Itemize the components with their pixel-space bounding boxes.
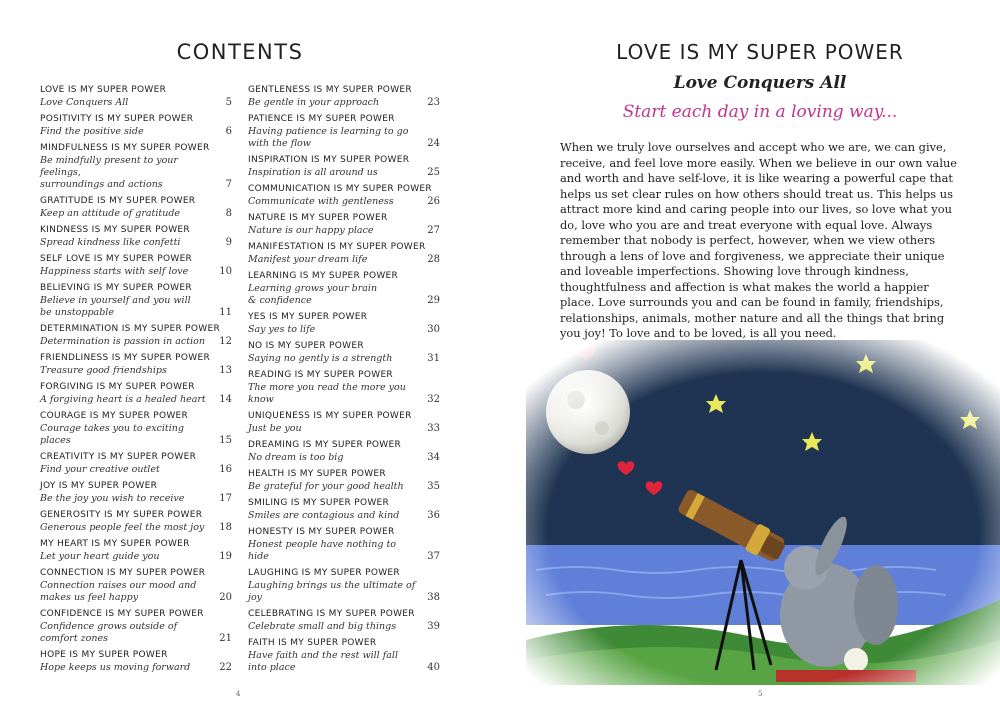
toc-entry-title: HOPE IS MY SUPER POWER bbox=[40, 650, 168, 660]
toc-entry-title: CONFIDENCE IS MY SUPER POWER bbox=[40, 609, 204, 619]
toc-entry-title: JOY IS MY SUPER POWER bbox=[40, 481, 158, 491]
toc-entry-page-number: 11 bbox=[219, 307, 232, 318]
toc-entry-page-number: 13 bbox=[219, 365, 232, 376]
toc-entry-title: FAITH IS MY SUPER POWER bbox=[248, 638, 377, 648]
toc-entry[interactable] bbox=[40, 282, 232, 319]
toc-entry-subtitle: Celebrate small and big things bbox=[248, 621, 397, 632]
toc-entry-subtitle: Confidence grows outside of comfort zones bbox=[40, 621, 178, 644]
toc-entry[interactable] bbox=[40, 410, 232, 447]
toc-entry-subtitle: Be grateful for your good health bbox=[248, 481, 404, 492]
toc-entry-page-number: 23 bbox=[427, 97, 440, 108]
toc-entry-subtitle: Honest people have nothing to hide bbox=[248, 539, 397, 562]
toc-entry[interactable] bbox=[40, 142, 232, 191]
toc-entry[interactable] bbox=[40, 649, 232, 674]
toc-entry[interactable] bbox=[40, 480, 232, 505]
toc-entry-title: COMMUNICATION IS MY SUPER POWER bbox=[248, 184, 432, 194]
toc-entry-subtitle: Believe in yourself and you will be unstoppable bbox=[40, 295, 191, 318]
chapter-tagline: Start each day in a loving way... bbox=[622, 102, 898, 122]
toc-entry-title: PATIENCE IS MY SUPER POWER bbox=[248, 114, 395, 124]
toc-entry[interactable] bbox=[248, 113, 440, 150]
toc-entry-title: BELIEVING IS MY SUPER POWER bbox=[40, 283, 192, 293]
contents-title: CONTENTS bbox=[176, 40, 304, 64]
toc-entry-page-number: 19 bbox=[219, 551, 232, 562]
toc-entry-title: FORGIVING IS MY SUPER POWER bbox=[40, 382, 195, 392]
toc-entry-page-number: 32 bbox=[427, 394, 440, 405]
toc-entry[interactable] bbox=[248, 183, 440, 208]
toc-entry-subtitle: Determination is passion in action bbox=[40, 336, 205, 347]
toc-entry-title: NATURE IS MY SUPER POWER bbox=[248, 213, 388, 223]
toc-entry-page-number: 33 bbox=[427, 423, 440, 434]
toc-column-2 bbox=[248, 84, 440, 678]
toc-entry-subtitle: Find the positive side bbox=[40, 126, 144, 137]
toc-entry-page-number: 36 bbox=[427, 510, 440, 521]
toc-entry[interactable] bbox=[40, 84, 232, 109]
toc-entry-subtitle: Find your creative outlet bbox=[40, 464, 160, 475]
toc-entry-page-number: 6 bbox=[225, 126, 232, 137]
toc-entry-page-number: 18 bbox=[219, 522, 232, 533]
toc-entry-title: CREATIVITY IS MY SUPER POWER bbox=[40, 452, 197, 462]
toc-entry-subtitle: Have faith and the rest will fall into place bbox=[248, 650, 398, 673]
toc-entry[interactable] bbox=[248, 497, 440, 522]
toc-entry[interactable] bbox=[40, 608, 232, 645]
toc-entry-page-number: 7 bbox=[225, 179, 232, 190]
toc-entry-title: FRIENDLINESS IS MY SUPER POWER bbox=[40, 353, 211, 363]
toc-entry-subtitle: Generous people feel the most joy bbox=[40, 522, 205, 533]
left-page bbox=[0, 0, 490, 720]
chapter-title: LOVE IS MY SUPER POWER bbox=[616, 40, 904, 64]
telescope-illustration bbox=[526, 340, 1000, 685]
toc-entry[interactable] bbox=[40, 113, 232, 138]
toc-entry[interactable] bbox=[248, 468, 440, 493]
toc-entry-subtitle: Courage takes you to exciting places bbox=[40, 423, 184, 446]
toc-entry-page-number: 20 bbox=[219, 592, 232, 603]
toc-entry-page-number: 34 bbox=[427, 452, 440, 463]
toc-entry-title: READING IS MY SUPER POWER bbox=[248, 370, 393, 380]
toc-entry-page-number: 35 bbox=[427, 481, 440, 492]
toc-entry-title: MANIFESTATION IS MY SUPER POWER bbox=[248, 242, 426, 252]
toc-entry[interactable] bbox=[40, 195, 232, 220]
toc-entry-title: YES IS MY SUPER POWER bbox=[248, 312, 368, 322]
toc-entry-subtitle: Laughing brings us the ultimate of joy bbox=[248, 580, 416, 603]
toc-entry-page-number: 5 bbox=[225, 97, 232, 108]
toc-entry[interactable] bbox=[40, 224, 232, 249]
toc-entry-subtitle: Hope keeps us moving forward bbox=[40, 662, 191, 673]
toc-entry-title: LEARNING IS MY SUPER POWER bbox=[248, 271, 399, 281]
toc-entry-title: GENTLENESS IS MY SUPER POWER bbox=[248, 85, 412, 95]
toc-entry-subtitle: Keep an attitude of gratitude bbox=[40, 208, 181, 219]
toc-entry-page-number: 26 bbox=[427, 196, 440, 207]
toc-entry-page-number: 29 bbox=[427, 295, 440, 306]
toc-entry-page-number: 27 bbox=[427, 225, 440, 236]
toc-entry-title: LAUGHING IS MY SUPER POWER bbox=[248, 568, 400, 578]
toc-entry[interactable] bbox=[248, 270, 440, 307]
toc-entry-subtitle: Smiles are contagious and kind bbox=[248, 510, 400, 521]
toc-entry[interactable] bbox=[40, 323, 232, 348]
toc-entry[interactable] bbox=[40, 381, 232, 406]
toc-entry-subtitle: Spread kindness like confetti bbox=[40, 237, 181, 248]
toc-entry[interactable] bbox=[248, 311, 440, 336]
toc-entry-subtitle: Be gentle in your approach bbox=[248, 97, 380, 108]
chapter-subtitle: Love Conquers All bbox=[673, 73, 847, 93]
toc-entry[interactable] bbox=[248, 154, 440, 179]
toc-entry-page-number: 25 bbox=[427, 167, 440, 178]
toc-entry-page-number: 12 bbox=[219, 336, 232, 347]
toc-entry-title: HEALTH IS MY SUPER POWER bbox=[248, 469, 386, 479]
toc-entry-page-number: 10 bbox=[219, 266, 232, 277]
toc-entry-subtitle: A forgiving heart is a healed heart bbox=[40, 394, 206, 405]
left-page-number: 4 bbox=[236, 690, 241, 698]
toc-entry-title: POSITIVITY IS MY SUPER POWER bbox=[40, 114, 194, 124]
toc-entry[interactable] bbox=[40, 352, 232, 377]
toc-entry[interactable] bbox=[40, 567, 232, 604]
toc-entry-page-number: 17 bbox=[219, 493, 232, 504]
toc-entry-page-number: 40 bbox=[427, 662, 440, 673]
soft-vignette bbox=[526, 340, 1000, 685]
toc-entry[interactable] bbox=[248, 608, 440, 633]
toc-entry[interactable] bbox=[248, 637, 440, 674]
toc-entry-page-number: 28 bbox=[427, 254, 440, 265]
toc-column-1 bbox=[40, 84, 232, 678]
toc-entry-title: CELEBRATING IS MY SUPER POWER bbox=[248, 609, 415, 619]
toc-entry-page-number: 31 bbox=[427, 353, 440, 364]
toc-entry-title: KINDNESS IS MY SUPER POWER bbox=[40, 225, 190, 235]
toc-entry-subtitle: Saying no gently is a strength bbox=[248, 353, 393, 364]
toc-entry[interactable] bbox=[40, 538, 232, 563]
toc-entry[interactable] bbox=[248, 567, 440, 604]
toc-entry-title: INSPIRATION IS MY SUPER POWER bbox=[248, 155, 410, 165]
toc-entry-subtitle: Having patience is learning to go with the flow bbox=[248, 126, 409, 149]
toc-entry-page-number: 16 bbox=[219, 464, 232, 475]
toc-entry-subtitle: Be the joy you wish to receive bbox=[40, 493, 185, 504]
toc-entry[interactable] bbox=[248, 369, 440, 406]
toc-entry[interactable] bbox=[248, 241, 440, 266]
right-page-number: 5 bbox=[758, 690, 763, 698]
toc-entry-title: GENEROSITY IS MY SUPER POWER bbox=[40, 510, 203, 520]
toc-entry-title: DREAMING IS MY SUPER POWER bbox=[248, 440, 402, 450]
toc-entry-subtitle: No dream is too big bbox=[248, 452, 344, 463]
chapter-body-text: When we truly love ourselves and accept who we are, we can give, receive, and feel love more easily. When we believe in our own value and worth and have self-love, it is like wearing a powerful cape that helps us set clear rules on how others should treat us. This helps us attract more kind and caring people into our lives, so love what you do, love who you are and treat everyone with equal love. Always remember that nobody is perfect, however, when we view others through a lens of love and forgiveness, we appreciate their unique and loveable imperfections. Showing love through kindness, thoughtfulness and affection is what makes the world a happier place. Love surrounds you and can be found in family, friendships, relationships, animals, mother nature and all the things that bring you joy! To love and to be loved, is all you need. bbox=[560, 140, 958, 340]
toc-entry-page-number: 39 bbox=[427, 621, 440, 632]
toc-entry-subtitle: Love Conquers All bbox=[40, 97, 129, 108]
toc-entry[interactable] bbox=[40, 509, 232, 534]
toc-entry-page-number: 15 bbox=[219, 435, 232, 446]
toc-entry[interactable] bbox=[248, 340, 440, 365]
toc-entry-subtitle: The more you read the more you know bbox=[248, 382, 406, 405]
toc-entry-title: LOVE IS MY SUPER POWER bbox=[40, 85, 167, 95]
toc-entry-subtitle: Manifest your dream life bbox=[248, 254, 368, 265]
toc-entry-subtitle: Happiness starts with self love bbox=[40, 266, 189, 277]
toc-entry-title: CONNECTION IS MY SUPER POWER bbox=[40, 568, 206, 578]
toc-entry-title: COURAGE IS MY SUPER POWER bbox=[40, 411, 189, 421]
toc-entry-title: SELF LOVE IS MY SUPER POWER bbox=[40, 254, 193, 264]
toc-entry-title: SMILING IS MY SUPER POWER bbox=[248, 498, 390, 508]
toc-entry[interactable] bbox=[40, 253, 232, 278]
toc-entry-subtitle: Nature is our happy place bbox=[248, 225, 374, 236]
toc-entry-title: GRATITUDE IS MY SUPER POWER bbox=[40, 196, 196, 206]
toc-entry-title: DETERMINATION IS MY SUPER POWER bbox=[40, 324, 221, 334]
toc-entry-page-number: 22 bbox=[219, 662, 232, 673]
toc-entry-subtitle: Connection raises our mood and makes us feel happy bbox=[40, 580, 197, 603]
toc-entry-page-number: 8 bbox=[225, 208, 232, 219]
toc-entry-subtitle: Communicate with gentleness bbox=[248, 196, 394, 207]
toc-entry[interactable] bbox=[248, 84, 440, 109]
toc-entry[interactable] bbox=[248, 439, 440, 464]
toc-entry[interactable] bbox=[248, 526, 440, 563]
toc-entry-page-number: 24 bbox=[427, 138, 440, 149]
toc-entry-page-number: 37 bbox=[427, 551, 440, 562]
toc-entry-page-number: 30 bbox=[427, 324, 440, 335]
toc-entry-subtitle: Be mindfully present to your feelings, surroundings and actions bbox=[40, 155, 178, 190]
toc-entry-title: MINDFULNESS IS MY SUPER POWER bbox=[40, 143, 210, 153]
toc-entry-subtitle: Inspiration is all around us bbox=[248, 167, 378, 178]
toc-entry-subtitle: Let your heart guide you bbox=[40, 551, 160, 562]
toc-entry-subtitle: Learning grows your brain & confidence bbox=[248, 283, 378, 306]
toc-entry[interactable] bbox=[40, 451, 232, 476]
toc-entry-subtitle: Treasure good friendships bbox=[40, 365, 167, 376]
toc-entry-title: HONESTY IS MY SUPER POWER bbox=[248, 527, 395, 537]
toc-entry[interactable] bbox=[248, 212, 440, 237]
toc-entry-page-number: 38 bbox=[427, 592, 440, 603]
toc-entry-title: NO IS MY SUPER POWER bbox=[248, 341, 364, 351]
toc-entry[interactable] bbox=[248, 410, 440, 435]
toc-entry-subtitle: Say yes to life bbox=[248, 324, 316, 335]
toc-entry-title: UNIQUENESS IS MY SUPER POWER bbox=[248, 411, 412, 421]
toc-entry-page-number: 14 bbox=[219, 394, 232, 405]
toc-entry-title: MY HEART IS MY SUPER POWER bbox=[40, 539, 190, 549]
toc-entry-page-number: 21 bbox=[219, 633, 232, 644]
toc-entry-subtitle: Just be you bbox=[248, 423, 302, 434]
toc-entry-page-number: 9 bbox=[225, 237, 232, 248]
